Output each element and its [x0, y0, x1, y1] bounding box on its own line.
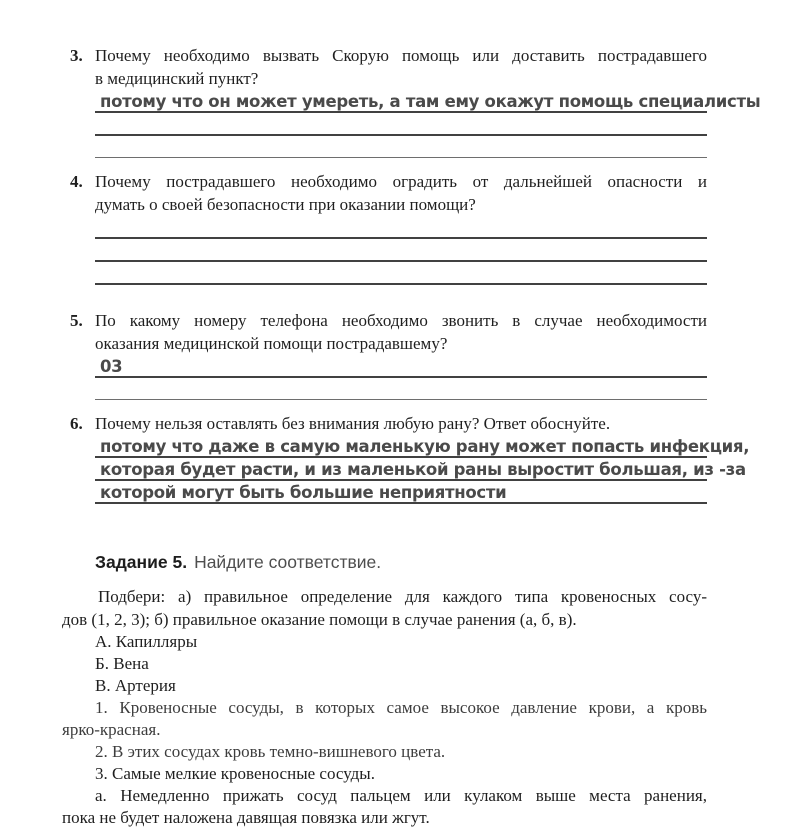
answer-area: [95, 435, 750, 504]
question-text: [95, 412, 707, 435]
question-text-line: оказания медицинской помощи пострадавшему?: [95, 334, 448, 353]
question-4: [62, 170, 707, 285]
question-6: [62, 412, 750, 504]
handwritten-answer: 03: [100, 357, 123, 376]
handwritten-answer: которая будет расти, и из маленькой раны выростит большая, из -за: [100, 460, 746, 479]
answer-line: [95, 481, 707, 504]
question-3: [62, 44, 761, 158]
aid-list: [62, 785, 707, 829]
definition-item: [62, 741, 707, 763]
question-text: [95, 44, 707, 90]
answer-line: [95, 355, 707, 378]
question-text: [95, 170, 707, 216]
task-intro-line: дов (1, 2, 3); б) правильное оказание помощи в случае ранения (а, б, в).: [62, 610, 577, 629]
answer-area: [95, 355, 707, 400]
definition-line: ярко-красная.: [62, 720, 161, 739]
answer-area: [95, 216, 707, 285]
answer-line: [95, 435, 750, 458]
handwritten-answer: потому что даже в самую маленькую рану может попасть инфекция,: [100, 437, 750, 456]
vessel-option: А. Капилляры: [95, 632, 198, 651]
answer-area: [95, 90, 761, 158]
vessel-options-list: [62, 631, 707, 697]
definition-item: [62, 697, 707, 741]
question-text-line: Почему необходимо вызвать Скорую помощь или доставить пострадавшего: [95, 46, 707, 65]
question-number: 4.: [70, 172, 83, 191]
question-4-row: [62, 170, 707, 216]
handwritten-answer: которой могут быть большие неприятности: [100, 483, 507, 502]
task-intro: [62, 585, 707, 631]
question-5-row: [62, 309, 707, 355]
definition-line: 2. В этих сосудах кровь темно-вишневого цвета.: [95, 742, 446, 761]
answer-line: [95, 239, 707, 262]
question-text: [95, 309, 707, 355]
answer-line: [95, 136, 707, 158]
answer-line: [95, 113, 707, 136]
answer-line: [95, 458, 746, 481]
question-number: 5.: [70, 311, 83, 330]
question-6-row: [62, 412, 707, 435]
definition-line: 1. Кровеносные сосуды, в которых самое высокое давление крови, а кровь: [95, 698, 707, 717]
definition-item: [62, 763, 707, 785]
task-intro-line: Подбери: а) правильное определение для каждого типа кровеносных сосу-: [98, 587, 707, 606]
definition-line: 3. Самые мелкие кровеносные сосуды.: [95, 764, 375, 783]
vessel-option: Б. Вена: [95, 654, 149, 673]
question-5: [62, 309, 707, 400]
question-number: 6.: [70, 414, 83, 433]
handwritten-answer: потому что он может умереть, а там ему окажут помощь специалисты: [100, 92, 761, 111]
answer-line: [95, 90, 761, 113]
question-number: 3.: [70, 46, 83, 65]
definitions-list: [62, 697, 707, 785]
question-text-line: По какому номеру телефона необходимо звонить в случае необходимости: [95, 311, 707, 330]
aid-item: [62, 785, 707, 829]
aid-line: а. Немедленно прижать сосуд пальцем или кулаком выше места ранения,: [95, 786, 707, 805]
answer-line: [95, 262, 707, 285]
answer-line: [95, 378, 707, 400]
task-heading-text: Найдите соответствие.: [194, 552, 382, 572]
aid-line: пока не будет наложена давящая повязка или жгут.: [62, 808, 430, 827]
answer-line: [95, 216, 707, 239]
question-text-line: Почему пострадавшего необходимо оградить от дальнейшей опасности и: [95, 172, 707, 191]
question-text-line: думать о своей безопасности при оказании помощи?: [95, 195, 476, 214]
question-text-line: в медицинский пункт?: [95, 69, 259, 88]
question-text-line: Почему нельзя оставлять без внимания любую рану? Ответ обоснуйте.: [95, 414, 611, 433]
question-3-row: [62, 44, 707, 90]
task-heading: [62, 550, 707, 575]
task-heading-number: Задание 5.: [95, 552, 188, 572]
vessel-option: В. Артерия: [95, 676, 176, 695]
